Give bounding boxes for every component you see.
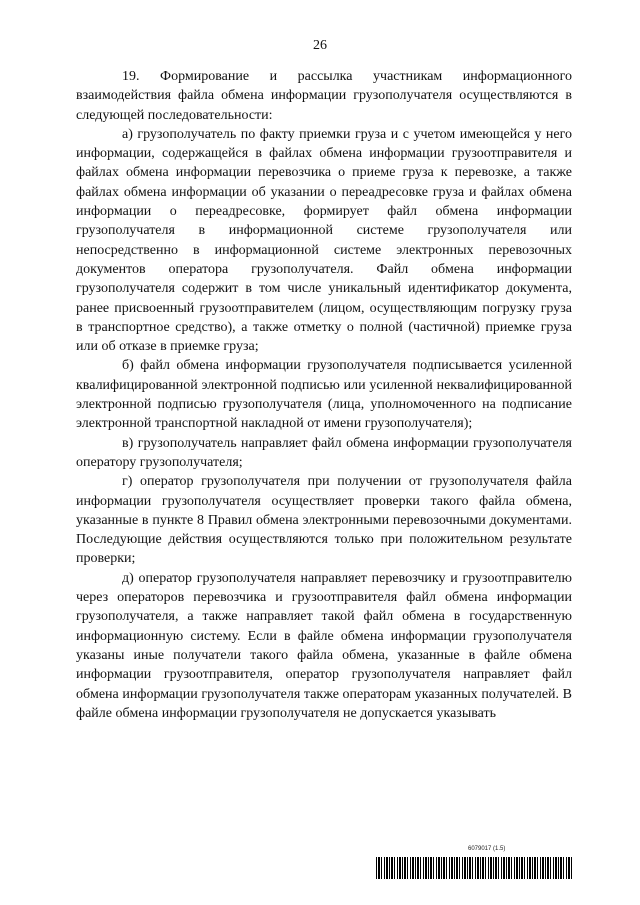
paragraph-19-g: г) оператор грузополучателя при получении от грузополучателя файла информации грузополучателя осуществляет проверки такого файла обмена, указанные в пункте 8 Правил обмена электронными перевозочными документами. Последующие действия осуществляются только при положительном результате проверки; — [76, 474, 572, 567]
paragraph-19-b: б) файл обмена информации грузополучателя подписывается усиленной квалифицированной электронной подписью или усиленной неквалифицированной электронной подписью грузополучателя (лица, уполномоченного на подписание электронной транспортной накладной от имени грузополучателя); — [76, 358, 572, 432]
barcode-image — [376, 857, 572, 879]
paragraph-19-v: в) грузополучатель направляет файл обмена информации грузополучателя оператору грузополучателя; — [76, 435, 572, 470]
document-body — [76, 67, 572, 723]
document-stamp: 6079017 (1.5) — [468, 846, 506, 852]
paragraph-19-a: а) грузополучатель по факту приемки груза и с учетом имеющейся у него информации, содержащейся в файлах обмена информации грузоотправителя и файлах обмена информации перевозчика о приеме груза к перевозке, а также файлах обмена информации об указании о переадресовке груза и файлах обмена информации о переадресовке, формирует файл обмена информации грузополучателя в информационной системе грузополучателя или непосредственно в информационной системе электронных перевозочных документов оператора грузополучателя. Файл обмена информации грузополучателя содержит в том числе уникальный идентификатор документа, ранее присвоенный грузоотправителем (лицом, осуществляющим погрузку груза в транспортное средство), а также отметку о полной (частичной) приемке груза или об отказе в приемке груза; — [76, 126, 572, 355]
paragraph-19: 19. Формирование и рассылка участникам информационного взаимодействия файла обмена информации грузополучателя осуществляются в следующей последовательности: — [76, 69, 572, 123]
page-number: 26 — [313, 38, 327, 53]
paragraph-19-d: д) оператор грузополучателя направляет перевозчику и грузоотправителю через операторов перевозчика и грузоотправителя файл обмена информации грузополучателя, а также направляет такой файл обмена в государственную информационную систему. Если в файле обмена информации грузополучателя указаны иные получатели такого файла обмена, указанные в файле обмена информации грузоотправителя, оператор грузополучателя направляет файл обмена информации грузополучателя также операторам указанных получателей. В файле обмена информации грузополучателя не допускается указывать — [76, 570, 572, 721]
